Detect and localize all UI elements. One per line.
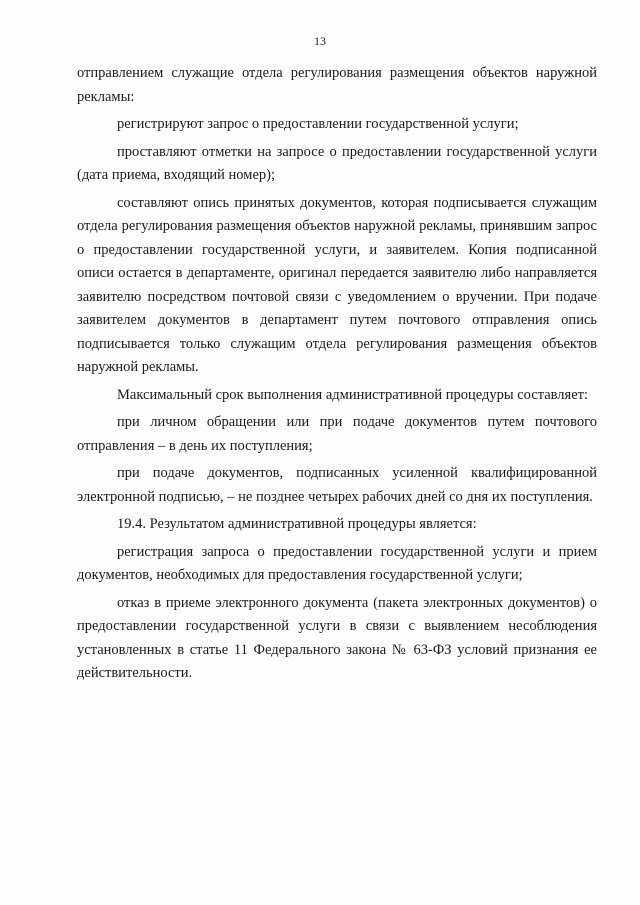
document-body	[77, 62, 597, 690]
paragraph-8: 19.4. Результатом административной процедуры является:	[117, 516, 477, 532]
page-number: 13	[314, 34, 326, 48]
paragraph-9: регистрация запроса о предоставлении государственной услуги и прием документов, необходимых для предоставления государственной услуги;	[77, 543, 597, 583]
paragraph-6: при личном обращении или при подаче документов путем почтового отправления – в день их поступления;	[77, 414, 597, 454]
paragraph-4: составляют опись принятых документов, которая подписывается служащим отдела регулирования размещения объектов наружной рекламы, принявшим запрос о предоставлении государственной услуги, и заявителем. Копия подписанной описи остается в департаменте, оригинал передается заявителю либо направляется заявителю посредством почтовой связи с уведомлением о вручении. При подаче заявителем документов в департамент путем почтового отправления опись подписывается только служащим отдела регулирования размещения объектов наружной рекламы.	[77, 194, 597, 375]
paragraph-10: отказ в приеме электронного документа (пакета электронных документов) о предоставлении государственной услуги в связи с выявлением несоблюдения установленных в статье 11 Федерального закона № 63-ФЗ условий признания ее действительности.	[77, 594, 597, 681]
paragraph-3: проставляют отметки на запросе о предоставлении государственной услуги (дата приема, входящий номер);	[77, 143, 597, 183]
paragraph-2: регистрируют запрос о предоставлении государственной услуги;	[117, 116, 519, 132]
paragraph-5: Максимальный срок выполнения административной процедуры составляет:	[117, 386, 589, 403]
paragraph-7: при подаче документов, подписанных усиленной квалифицированной электронной подписью, – не позднее четырех рабочих дней со дня их поступления.	[77, 465, 597, 505]
paragraph-1: отправлением служащие отдела регулирования размещения объектов наружной рекламы:	[77, 65, 597, 105]
